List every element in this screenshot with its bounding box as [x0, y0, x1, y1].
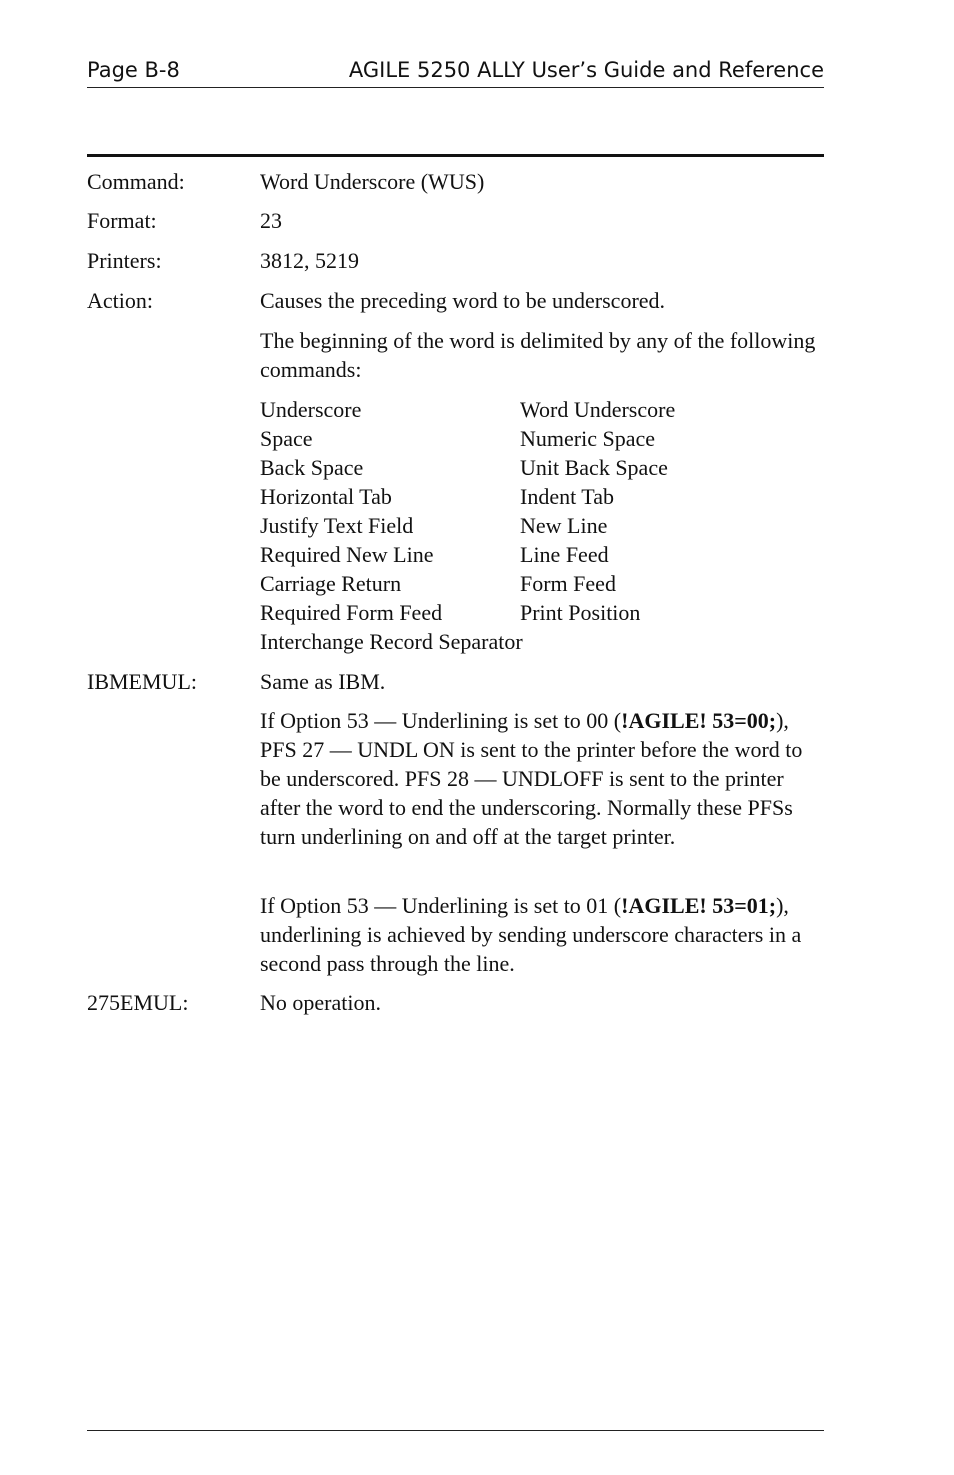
page-header [87, 56, 824, 88]
delimiter-left: Space [260, 426, 313, 451]
list-item [260, 511, 825, 540]
delimiter-left: Underscore [260, 397, 362, 422]
option-01-pre: If Option 53 — Underlining is set to 01 ( [260, 893, 622, 918]
ibmemul-value: Same as IBM. [260, 669, 386, 694]
option-01-paragraph [260, 891, 825, 978]
bottom-rule [87, 1430, 824, 1431]
list-item [260, 598, 825, 627]
delimiter-right: New Line [520, 513, 608, 538]
delimiter-left: Carriage Return [260, 571, 402, 596]
list-item [260, 627, 825, 656]
top-rule [87, 154, 824, 157]
command-value: Word Underscore (WUS) [260, 169, 485, 194]
delimiter-left: Justify Text Field [260, 513, 414, 538]
option-00-paragraph [260, 706, 825, 851]
emul275-value: No operation. [260, 990, 381, 1015]
delimiter-right: Print Position [520, 600, 641, 625]
option-00-post: ), PFS 27 — UNDL ON is sent to the printer before the word to be underscored. PFS 28 — UNDLOFF is sent to the printer after the word to end the underscoring. Normally these PFSs turn underlining on and off at the target printer. [260, 708, 803, 849]
page-number: Page B-8 [87, 58, 180, 82]
option-00-command: !AGILE! 53=00; [621, 708, 777, 733]
list-item [260, 424, 825, 453]
delimiter-right: Indent Tab [520, 484, 614, 509]
delimiter-left: Horizontal Tab [260, 484, 392, 509]
option-00-pre: If Option 53 — Underlining is set to 00 ( [260, 708, 622, 733]
command-label: Command: [87, 169, 185, 194]
list-item [260, 540, 825, 569]
document-title: AGILE 5250 ALLY User’s Guide and Reference [348, 58, 824, 82]
delimiter-right: Word Underscore [520, 397, 676, 422]
list-item [260, 395, 825, 424]
delimiter-left: Required Form Feed [260, 600, 443, 625]
emul275-label: 275EMUL: [87, 990, 189, 1015]
action-value: Causes the preceding word to be underscored. [260, 288, 666, 313]
delimiter-right: Numeric Space [520, 426, 655, 451]
delimiter-right: Form Feed [520, 571, 616, 596]
action-label: Action: [87, 288, 153, 313]
list-item [260, 569, 825, 598]
ibmemul-label: IBMEMUL: [87, 669, 197, 694]
list-item [260, 453, 825, 482]
printers-value: 3812, 5219 [260, 248, 359, 273]
delimiter-left: Required New Line [260, 542, 434, 567]
delimiter-command-list [260, 395, 825, 656]
delimiter-last: Interchange Record Separator [260, 629, 523, 654]
format-label: Format: [87, 208, 157, 233]
delimiter-right: Unit Back Space [520, 455, 668, 480]
delimiter-left: Back Space [260, 455, 364, 480]
printers-label: Printers: [87, 248, 162, 273]
action-delimiter-intro: The beginning of the word is delimited by any of the following commands: [260, 328, 816, 382]
option-01-command: !AGILE! 53=01; [621, 893, 777, 918]
format-value: 23 [260, 208, 282, 233]
delimiter-right: Line Feed [520, 542, 609, 567]
option-01-post: ), underlining is achieved by sending underscore characters in a second pass through the line. [260, 893, 802, 976]
list-item [260, 482, 825, 511]
